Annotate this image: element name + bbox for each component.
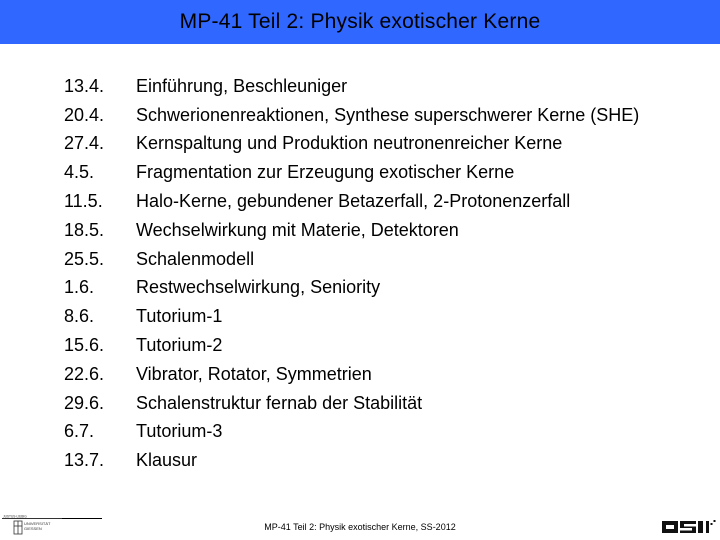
schedule-topic: Schalenmodell <box>136 248 255 269</box>
schedule-date: 4.5. <box>64 162 95 183</box>
schedule-topic: Fragmentation zur Erzeugung exotischer Kerne <box>136 162 515 183</box>
schedule-topic: Tutorium-3 <box>136 421 223 442</box>
page-title: MP-41 Teil 2: Physik exotischer Kerne <box>179 10 541 33</box>
schedule-date: 13.4. <box>64 75 105 96</box>
schedule-date: 22.6. <box>64 363 105 384</box>
schedule-date: 20.4. <box>64 104 105 125</box>
schedule-row <box>64 360 714 389</box>
schedule-row <box>64 389 714 418</box>
footer-text: MP-41 Teil 2: Physik exotischer Kerne, SS-2012 <box>264 522 456 532</box>
schedule-date: 18.5. <box>64 219 105 240</box>
schedule-row <box>64 101 714 130</box>
svg-text:UNIVERSITÄT: UNIVERSITÄT <box>24 521 51 526</box>
schedule-date: 13.7. <box>64 450 105 471</box>
schedule-topic: Schwerionenreaktionen, Synthese superschwerer Kerne (SHE) <box>136 104 640 125</box>
schedule-row <box>64 331 714 360</box>
schedule-topic: Klausur <box>136 450 198 471</box>
schedule-date: 15.6. <box>64 335 105 356</box>
schedule-row <box>64 418 714 447</box>
schedule-row <box>64 216 714 245</box>
gsi-logo-icon <box>660 518 718 536</box>
schedule-row <box>64 245 714 274</box>
schedule-row <box>64 72 714 101</box>
schedule-date: 25.5. <box>64 248 105 269</box>
svg-text:JUSTUS-LIEBIG: JUSTUS-LIEBIG <box>3 515 27 519</box>
schedule-topic: Restwechselwirkung, Seniority <box>136 277 381 298</box>
schedule-date: 1.6. <box>64 277 95 298</box>
schedule-date: 8.6. <box>64 306 95 327</box>
schedule-date: 6.7. <box>64 421 95 442</box>
schedule-row <box>64 302 714 331</box>
title-bar <box>0 0 720 44</box>
schedule-list <box>64 72 714 475</box>
schedule-row <box>64 274 714 303</box>
schedule-topic: Vibrator, Rotator, Symmetrien <box>136 363 372 384</box>
schedule-row <box>64 130 714 159</box>
schedule-row <box>64 187 714 216</box>
schedule-row <box>64 158 714 187</box>
svg-text:GIESSEN: GIESSEN <box>24 526 42 531</box>
schedule-date: 29.6. <box>64 392 105 413</box>
schedule-topic: Tutorium-2 <box>136 335 223 356</box>
schedule-topic: Schalenstruktur fernab der Stabilität <box>136 392 423 413</box>
schedule-topic: Wechselwirkung mit Materie, Detektoren <box>136 219 459 240</box>
schedule-topic: Halo-Kerne, gebundener Betazerfall, 2-Protonenzerfall <box>136 191 571 212</box>
schedule-topic: Einführung, Beschleuniger <box>136 75 348 96</box>
schedule-topic: Kernspaltung und Produktion neutronenreicher Kerne <box>136 133 563 154</box>
schedule-date: 11.5. <box>64 191 103 212</box>
schedule-topic: Tutorium-1 <box>136 306 223 327</box>
schedule-row <box>64 446 714 475</box>
schedule-date: 27.4. <box>64 133 105 154</box>
